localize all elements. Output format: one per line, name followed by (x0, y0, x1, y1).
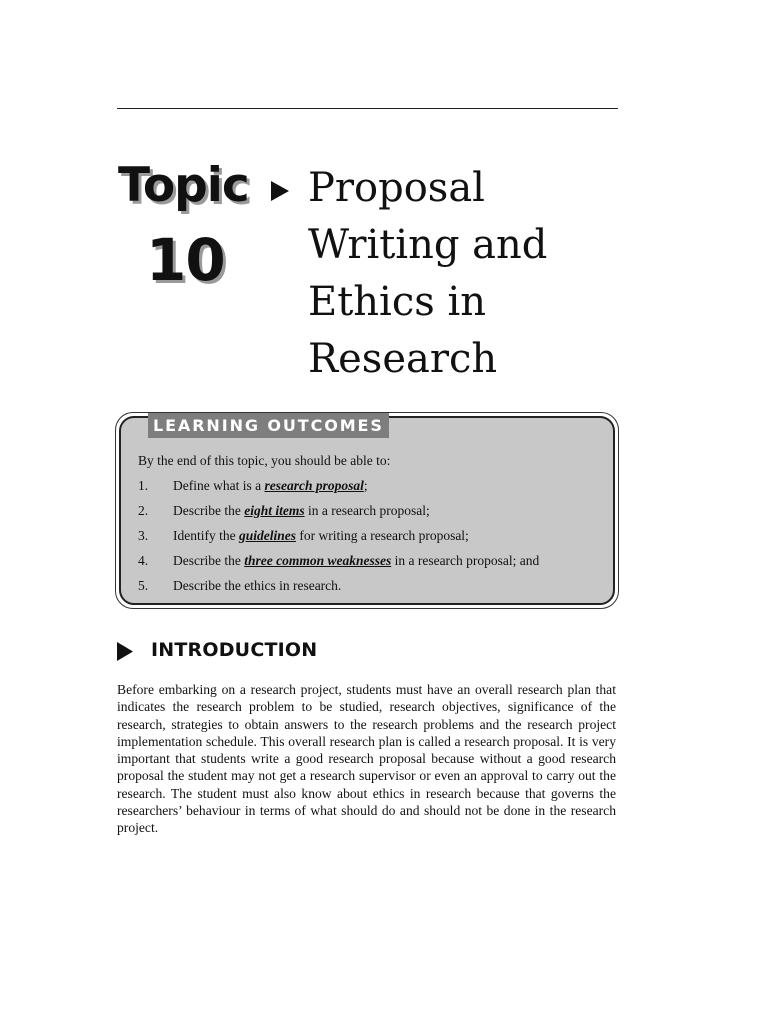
title-line: Ethics in (308, 279, 487, 325)
item-number: 2. (138, 503, 149, 518)
item-text (173, 578, 341, 594)
top-rule (117, 108, 618, 109)
item-text-before: Describe the (173, 553, 245, 568)
play-arrow-icon (117, 642, 133, 661)
learning-outcomes-heading: LEARNING OUTCOMES (148, 413, 389, 438)
item-number: 1. (138, 478, 149, 493)
title-line: Proposal (308, 165, 485, 211)
item-text-after: in a research proposal; and (391, 553, 540, 568)
item-text-before: Describe the (173, 503, 245, 518)
item-emphasis: three common weaknesses (244, 553, 392, 568)
section-heading: INTRODUCTION (151, 639, 318, 661)
topic-number: 10 (146, 226, 225, 294)
item-number: 4. (138, 553, 149, 568)
topic-label: Topic (118, 158, 249, 213)
item-text-after: for writing a research proposal; (296, 528, 469, 543)
title-line: Research (308, 336, 498, 382)
topic-title (308, 160, 628, 388)
item-emphasis: eight items (244, 503, 305, 518)
play-arrow-icon (271, 181, 289, 201)
item-text (173, 478, 368, 494)
title-line: Writing and (308, 222, 548, 268)
item-text-before: Describe the ethics in research. (173, 578, 342, 593)
item-text (173, 528, 469, 544)
item-text-before: Identify the (173, 528, 239, 543)
item-number: 3. (138, 528, 149, 543)
item-text-after: in a research proposal; (304, 503, 430, 518)
item-emphasis: guidelines (238, 528, 296, 543)
item-number: 5. (138, 578, 149, 593)
item-text-after: ; (363, 478, 368, 493)
item-text (173, 553, 539, 569)
item-emphasis: research proposal (264, 478, 364, 493)
item-text (173, 503, 430, 519)
item-text-before: Define what is a (173, 478, 265, 493)
learning-outcomes-intro: By the end of this topic, you should be able to: (138, 453, 391, 468)
introduction-paragraph: Before embarking on a research project, students must have an overall research plan that indicates the research problem to be studied, research objectives, significance of the research, strategies to obtain answers to the research problems and the research project implementation schedule. This overall research plan is called a research proposal. It is very important that students write a good research proposal because without a good research proposal the student may not get a research supervisor or even an approval to carry out the research. The student must also know about ethics in research because that governs the researchers’ behaviour in terms of what should do and should not be done in the research project. (117, 682, 616, 836)
